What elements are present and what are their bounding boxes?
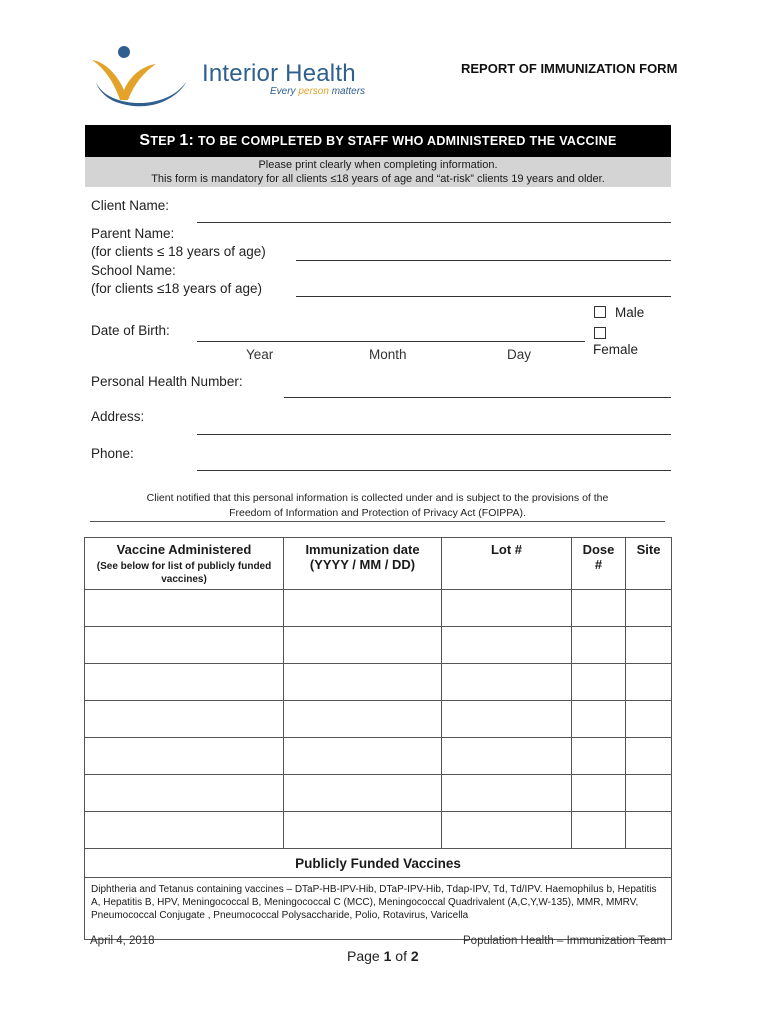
lot-cell[interactable] xyxy=(442,590,572,627)
lot-cell[interactable] xyxy=(442,812,572,849)
female-checkbox[interactable] xyxy=(594,327,606,339)
table-row xyxy=(85,812,672,849)
date-cell[interactable] xyxy=(284,590,442,627)
male-checkbox[interactable] xyxy=(594,306,606,318)
lot-cell[interactable] xyxy=(442,627,572,664)
date-cell[interactable] xyxy=(284,738,442,775)
phone-field[interactable] xyxy=(197,470,671,471)
gender-male-option[interactable]: Male xyxy=(594,305,644,320)
dose-cell[interactable] xyxy=(572,812,626,849)
dob-year-label: Year xyxy=(246,347,274,362)
phone-label: Phone: xyxy=(91,446,134,461)
col-vaccine-header: Vaccine Administered (See below for list of publicly funded vaccines) xyxy=(85,538,284,590)
site-cell[interactable] xyxy=(626,664,672,701)
site-cell[interactable] xyxy=(626,627,672,664)
lot-cell[interactable] xyxy=(442,701,572,738)
dob-label: Date of Birth: xyxy=(91,323,170,338)
dose-cell[interactable] xyxy=(572,701,626,738)
female-checkbox-row[interactable] xyxy=(594,325,615,343)
vaccine-cell[interactable] xyxy=(85,664,284,701)
vaccine-cell[interactable] xyxy=(85,775,284,812)
site-cell[interactable] xyxy=(626,812,672,849)
dob-month-label: Month xyxy=(369,347,407,362)
footer-team: Population Health – Immunization Team xyxy=(463,935,667,947)
dob-day-label: Day xyxy=(507,347,532,362)
privacy-divider xyxy=(90,521,665,522)
table-row xyxy=(85,590,672,627)
vaccine-cell[interactable] xyxy=(85,738,284,775)
date-cell[interactable] xyxy=(284,701,442,738)
parent-name-label: Parent Name: xyxy=(91,226,175,241)
dose-cell[interactable] xyxy=(572,775,626,812)
lot-cell[interactable] xyxy=(442,664,572,701)
notice-box xyxy=(85,157,671,187)
col-dose-header: Dose # xyxy=(572,538,626,590)
vaccine-cell[interactable] xyxy=(85,590,284,627)
lot-cell[interactable] xyxy=(442,775,572,812)
date-cell[interactable] xyxy=(284,627,442,664)
vaccine-cell[interactable] xyxy=(85,812,284,849)
step-banner: S TEP 1: TO BE COMPLETED BY STAFF WHO ADMINISTERED THE VACCINE xyxy=(85,125,671,157)
org-name: Interior Health xyxy=(202,60,356,87)
vaccine-cell[interactable] xyxy=(85,627,284,664)
col-lot-header: Lot # xyxy=(442,538,572,590)
dose-cell[interactable] xyxy=(572,738,626,775)
dose-cell[interactable] xyxy=(572,590,626,627)
interior-health-logo-icon xyxy=(86,42,196,108)
page-number: Page 1 of 2 xyxy=(347,948,419,964)
address-label: Address: xyxy=(91,409,145,424)
school-name-note: (for clients ≤18 years of age) xyxy=(91,281,262,296)
parent-name-note: (for clients ≤ 18 years of age) xyxy=(91,244,266,259)
privacy-notice: Client notified that this personal information is collected under and is subject to the provisions of the Freedom of Information and Protection of Privacy Act (FOIPPA). xyxy=(146,492,609,519)
address-field[interactable] xyxy=(197,434,671,435)
table-header-row xyxy=(85,538,672,590)
site-cell[interactable] xyxy=(626,590,672,627)
table-row xyxy=(85,701,672,738)
site-cell[interactable] xyxy=(626,775,672,812)
client-name-label: Client Name: xyxy=(91,198,170,213)
org-tagline: Every person matters xyxy=(270,86,366,97)
date-cell[interactable] xyxy=(284,775,442,812)
funded-title-row xyxy=(85,849,672,878)
dose-cell[interactable] xyxy=(572,627,626,664)
col-date-header: Immunization date (YYYY / MM / DD) xyxy=(284,538,442,590)
notice-line-1: Please print clearly when completing information. xyxy=(258,159,498,171)
col-site-header: Site xyxy=(626,538,672,590)
school-name-label: School Name: xyxy=(91,263,176,278)
funded-vaccines-title: Publicly Funded Vaccines xyxy=(85,849,672,878)
notice-line-2: This form is mandatory for all clients ≤18 years of age and “at-risk” clients 19 years and older. xyxy=(151,173,605,185)
school-name-field[interactable] xyxy=(296,296,671,297)
parent-name-field[interactable] xyxy=(296,260,671,261)
immunization-table xyxy=(84,537,672,940)
funded-list-row xyxy=(85,878,672,940)
female-label: Female xyxy=(593,342,639,357)
site-cell[interactable] xyxy=(626,701,672,738)
table-row xyxy=(85,664,672,701)
phn-field[interactable] xyxy=(284,397,671,398)
dob-field[interactable] xyxy=(197,341,585,342)
dose-cell[interactable] xyxy=(572,664,626,701)
form-title: REPORT OF IMMUNIZATION FORM xyxy=(461,61,678,76)
table-row xyxy=(85,627,672,664)
funded-vaccines-list: Diphtheria and Tetanus containing vaccines – DTaP-HB-IPV-Hib, DTaP-IPV-Hib, Tdap-IPV, Td, Td/IPV. Haemophilus b, Hepatitis A, Hepatitis B, HPV, Meningococcal B, Meningococcal C (MCC), Meningococcal Quadrivalent (A,C,Y,W-135), MMR, MMRV, Pneumococcal Conjugate , Pneumococcal Polysaccharide, Polio, Rotavirus, Varicella xyxy=(85,878,672,940)
client-name-field[interactable] xyxy=(197,222,671,223)
footer-date: April 4, 2018 xyxy=(90,935,155,947)
table-row xyxy=(85,775,672,812)
date-cell[interactable] xyxy=(284,812,442,849)
vaccine-cell[interactable] xyxy=(85,701,284,738)
date-cell[interactable] xyxy=(284,664,442,701)
site-cell[interactable] xyxy=(626,738,672,775)
lot-cell[interactable] xyxy=(442,738,572,775)
phn-label: Personal Health Number: xyxy=(91,374,243,389)
table-row xyxy=(85,738,672,775)
